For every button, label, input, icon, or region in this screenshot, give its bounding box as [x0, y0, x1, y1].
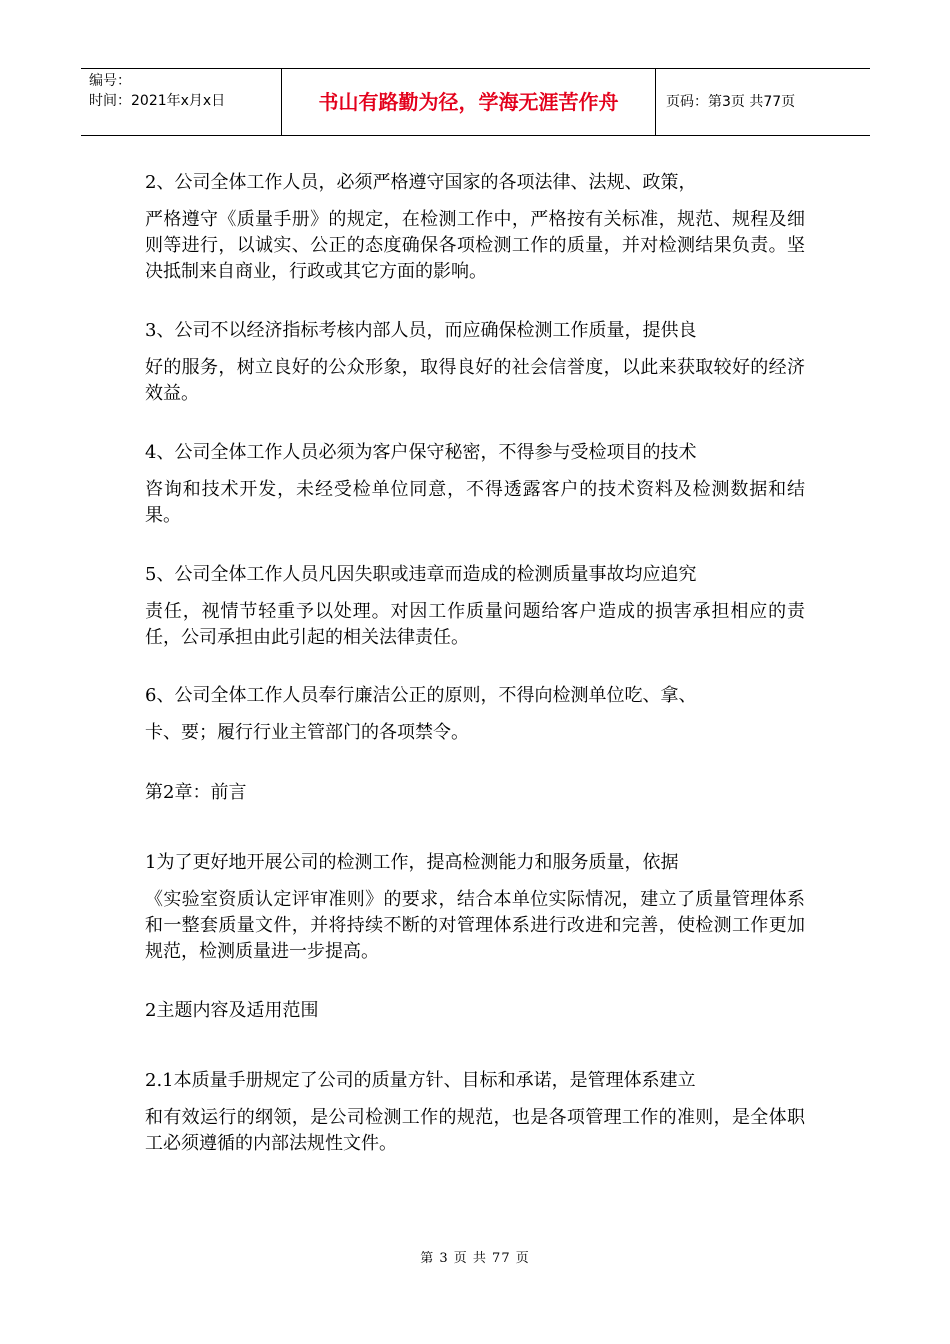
- paragraph: [145, 683, 696, 746]
- paragraph: [145, 170, 805, 285]
- chapter-heading: [145, 780, 246, 806]
- paragraph-rest: 卡、要；履行行业主管部门的各项禁令。: [145, 722, 469, 743]
- paragraph: [145, 850, 805, 965]
- page-footer: 第 3 页 共 77 页: [420, 1251, 530, 1266]
- paragraph: [145, 440, 805, 529]
- header-page-number: 页码：第3页 共77页: [666, 94, 796, 110]
- paragraph-rest: 好的服务，树立良好的公众形象，取得良好的社会信誉度，以此来获取较好的经济效益。: [145, 357, 805, 404]
- paragraph-first-line: 6、公司全体工作人员奉行廉洁公正的原则，不得向检测单位吃、拿、: [145, 685, 697, 706]
- document-date-label: 时间：2021年x月x日: [89, 93, 226, 109]
- header-meta: [81, 69, 282, 135]
- paragraph-first-line: 1为了更好地开展公司的检测工作，提高检测能力和服务质量，依据: [145, 852, 679, 873]
- paragraph-first-line: 5、公司全体工作人员凡因失职或违章而造成的检测质量事故均应追究: [145, 564, 697, 585]
- page-header: [81, 68, 870, 136]
- chapter-heading-text: 第2章：前言: [145, 782, 247, 803]
- paragraph-rest: 和有效运行的纲领，是公司检测工作的规范，也是各项管理工作的准则，是全体职工必须遵循的内部法规性文件。: [145, 1107, 805, 1154]
- paragraph-rest: 《实验室资质认定评审准则》的要求，结合本单位实际情况，建立了质量管理体系和一整套质量文件，并将持续不断的对管理体系进行改进和完善，使检测工作更加规范，检测质量进一步提高。: [145, 889, 805, 962]
- paragraph: [145, 562, 805, 651]
- paragraph-rest: 责任，视情节轻重予以处理。对因工作质量问题给客户造成的损害承担相应的责任，公司承担由此引起的相关法律责任。: [145, 601, 805, 648]
- paragraph-first-line: 4、公司全体工作人员必须为客户保守秘密，不得参与受检项目的技术: [145, 442, 697, 463]
- paragraph: [145, 318, 805, 407]
- paragraph-first-line: 3、公司不以经济指标考核内部人员，而应确保检测工作质量，提供良: [145, 320, 697, 341]
- header-motto: 书山有路勤为径，学海无涯苦作舟: [282, 69, 656, 135]
- document-number-label: 编号：: [89, 73, 131, 89]
- paragraph-rest: 咨询和技术开发，未经受检单位同意，不得透露客户的技术资料及检测数据和结果。: [145, 479, 805, 526]
- paragraph-first-line: 2.1本质量手册规定了公司的质量方针、目标和承诺，是管理体系建立: [145, 1070, 696, 1091]
- paragraph-rest: 严格遵守《质量手册》的规定，在检测工作中，严格按有关标准，规范、规程及细则等进行，以诚实、公正的态度确保各项检测工作的质量，并对检测结果负责。坚决抵制来自商业，行政或其它方面的影响。: [145, 209, 805, 282]
- paragraph: [145, 1068, 805, 1157]
- section-heading: [145, 998, 318, 1024]
- section-heading-text: 2主题内容及适用范围: [145, 1000, 319, 1021]
- paragraph-first-line: 2、公司全体工作人员，必须严格遵守国家的各项法律、法规、政策，: [145, 172, 697, 193]
